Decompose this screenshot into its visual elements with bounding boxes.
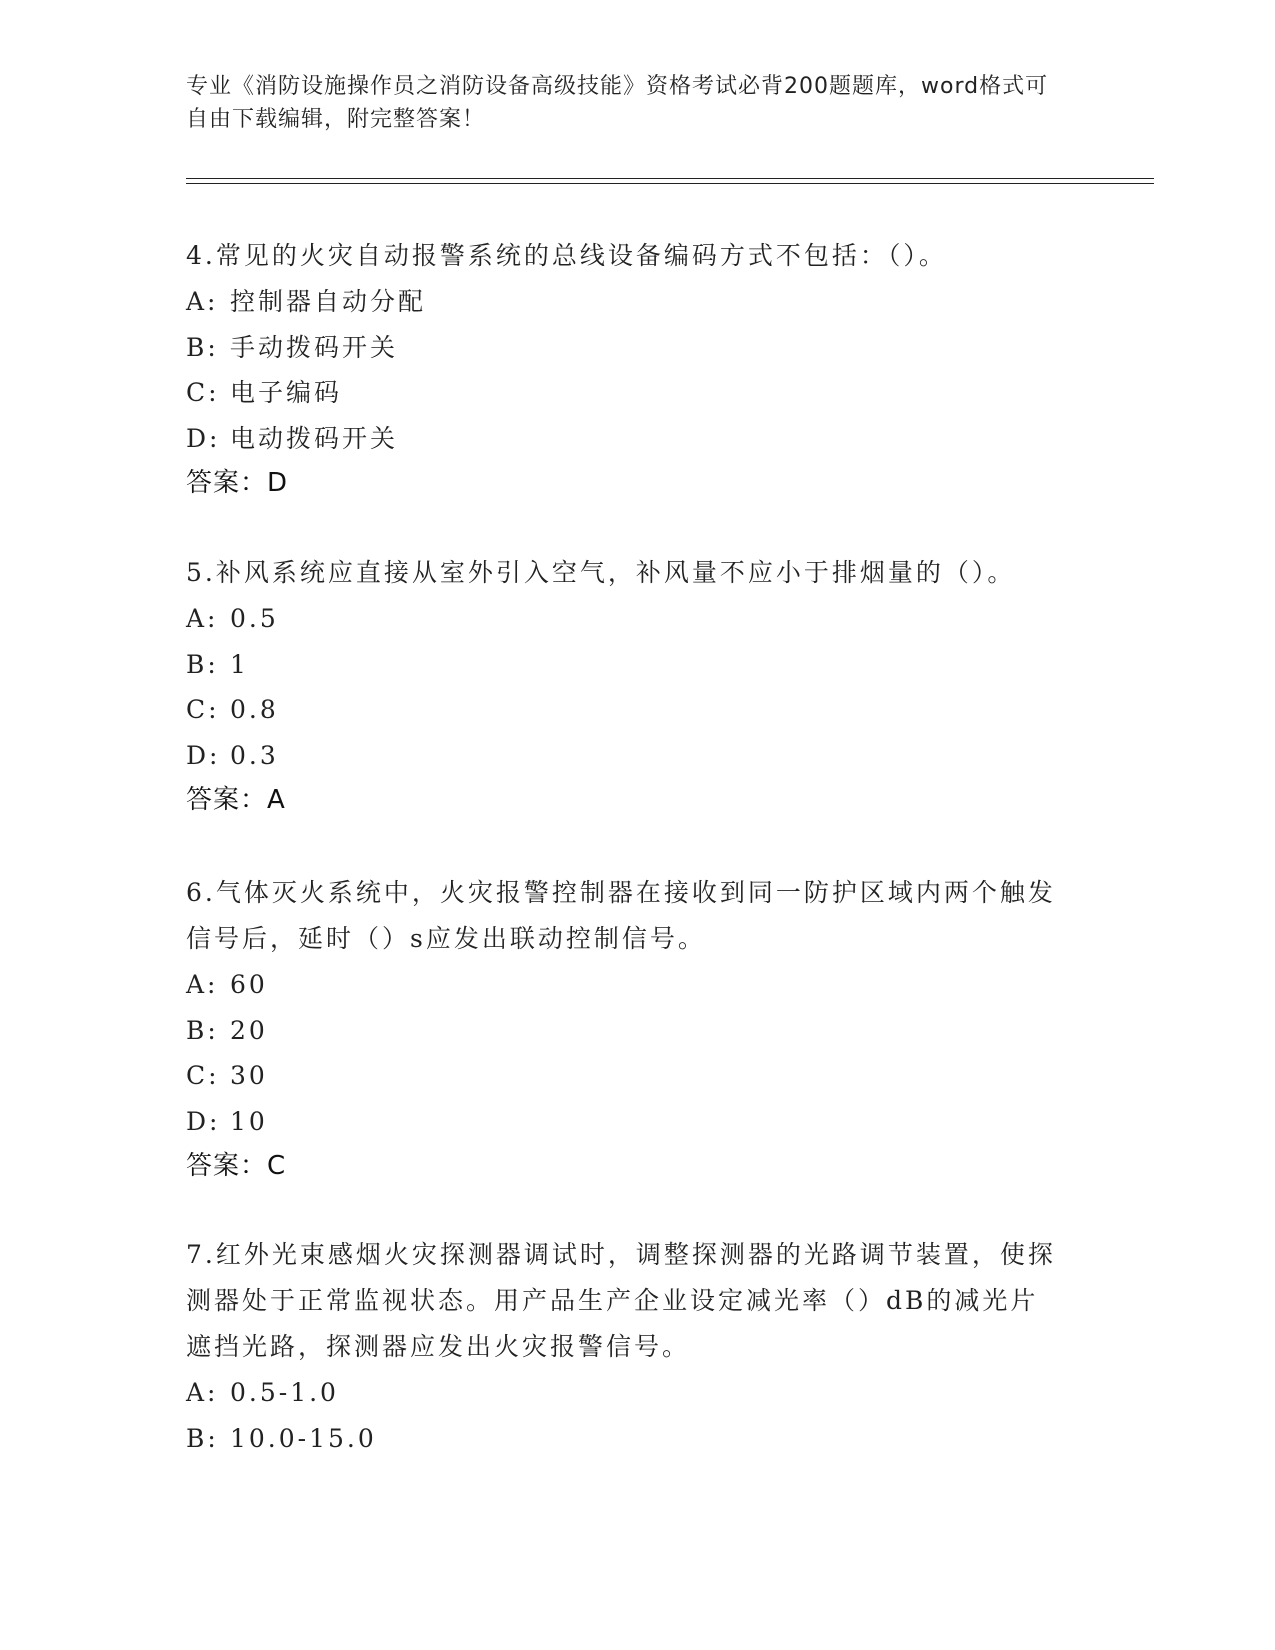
option-text: 0.3 bbox=[230, 740, 279, 770]
option-d bbox=[186, 1099, 1066, 1145]
option-text: 电动拨码开关 bbox=[230, 423, 399, 453]
header-divider-bottom bbox=[186, 183, 1154, 184]
question-5 bbox=[186, 550, 1066, 824]
answer: 答案：A bbox=[186, 785, 286, 815]
question-text: 7.红外光束感烟火灾探测器调试时，调整探测器的光路调节装置，使探测器处于正常监视状态。用产品生产企业设定减光率（）dB的减光片遮挡光路，探测器应发出火灾报警信号。 bbox=[186, 1240, 1056, 1361]
option-text: 手动拨码开关 bbox=[230, 332, 399, 362]
answer: 答案：D bbox=[186, 468, 289, 498]
option-letter: B: bbox=[186, 332, 219, 362]
option-b bbox=[186, 1416, 1066, 1462]
option-letter: B: bbox=[186, 1015, 219, 1045]
option-text: 1 bbox=[230, 649, 249, 679]
option-text: 20 bbox=[230, 1015, 268, 1045]
option-text: 电子编码 bbox=[230, 378, 343, 407]
option-a bbox=[186, 596, 1066, 642]
document-title: 专业《消防设施操作员之消防设备高级技能》资格考试必背200题题库，word格式可自由下载编辑，附完整答案！ bbox=[186, 74, 1049, 132]
option-text: 0.5 bbox=[230, 604, 279, 633]
header-divider-top bbox=[186, 178, 1154, 179]
option-letter: D: bbox=[186, 423, 221, 453]
option-letter: A: bbox=[186, 1378, 219, 1407]
option-text: 30 bbox=[230, 1061, 268, 1090]
question-7 bbox=[186, 1232, 1066, 1461]
option-letter: D: bbox=[186, 1106, 221, 1136]
option-letter: C: bbox=[186, 695, 220, 724]
question-6 bbox=[186, 870, 1066, 1190]
option-text: 0.5-1.0 bbox=[230, 1378, 339, 1407]
question-4 bbox=[186, 233, 1066, 507]
option-c bbox=[186, 687, 1066, 733]
option-letter: D: bbox=[186, 740, 221, 770]
option-text: 10 bbox=[230, 1106, 268, 1136]
option-letter: A: bbox=[186, 970, 219, 999]
option-letter: B: bbox=[186, 1423, 219, 1453]
option-b bbox=[186, 1008, 1066, 1054]
option-text: 0.8 bbox=[230, 695, 279, 724]
question-text: 5.补风系统应直接从室外引入空气，补风量不应小于排烟量的（）。 bbox=[186, 558, 1016, 587]
option-letter: A: bbox=[186, 604, 219, 633]
question-text: 6.气体灭火系统中，火灾报警控制器在接收到同一防护区域内两个触发信号后，延时（）s应发出联动控制信号。 bbox=[186, 878, 1056, 953]
option-letter: C: bbox=[186, 378, 220, 407]
option-b bbox=[186, 642, 1066, 688]
option-d bbox=[186, 416, 1066, 462]
option-a bbox=[186, 1370, 1066, 1416]
option-letter: C: bbox=[186, 1061, 220, 1090]
option-a bbox=[186, 962, 1066, 1008]
option-text: 控制器自动分配 bbox=[230, 287, 427, 316]
option-letter: B: bbox=[186, 649, 219, 679]
option-d bbox=[186, 733, 1066, 779]
option-letter: A: bbox=[186, 287, 219, 316]
option-text: 10.0-15.0 bbox=[230, 1423, 377, 1453]
option-c bbox=[186, 1053, 1066, 1099]
answer: 答案：C bbox=[186, 1151, 287, 1181]
question-text: 4.常见的火灾自动报警系统的总线设备编码方式不包括：（）。 bbox=[186, 241, 947, 270]
option-text: 60 bbox=[230, 970, 268, 999]
option-b bbox=[186, 325, 1066, 371]
option-a bbox=[186, 279, 1066, 325]
option-c bbox=[186, 370, 1066, 416]
